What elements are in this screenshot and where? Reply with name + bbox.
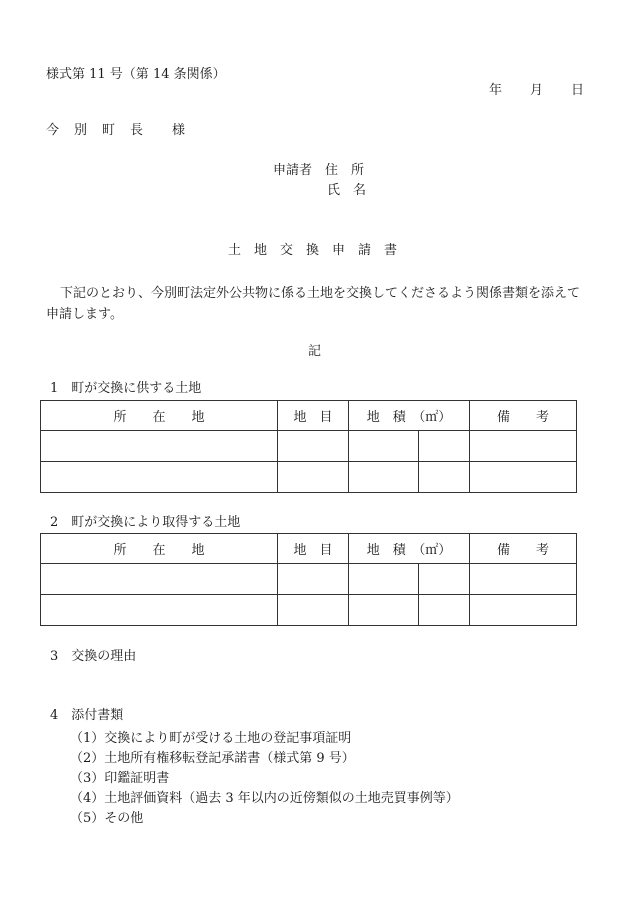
attachment-list xyxy=(70,729,459,829)
header-location: 所 在 地 xyxy=(41,401,278,431)
section-3-heading: 3 交換の理由 xyxy=(50,649,137,664)
table-row xyxy=(41,462,577,493)
list-item: （2）土地所有権移転登記承諾書（様式第 9 号） xyxy=(70,751,355,766)
cell-area-int xyxy=(349,462,419,493)
cell-area-dec xyxy=(419,595,470,626)
table-row xyxy=(41,595,577,626)
table-header-row xyxy=(41,401,577,431)
header-area: 地 積 （㎡） xyxy=(349,401,470,431)
land-table-acquired xyxy=(40,533,577,626)
ki-heading: 記 xyxy=(308,344,322,359)
cell-remarks xyxy=(470,431,577,462)
land-table-provided xyxy=(40,400,577,493)
cell-category xyxy=(278,564,349,595)
date-line xyxy=(489,84,584,97)
table-header-row xyxy=(41,534,577,564)
list-item: （1）交換により町が受ける土地の登記事項証明 xyxy=(70,731,352,746)
cell-location xyxy=(41,431,278,462)
cell-remarks xyxy=(470,462,577,493)
cell-area-int xyxy=(349,564,419,595)
cell-remarks xyxy=(470,564,577,595)
header-category: 地 目 xyxy=(278,401,349,431)
cell-remarks xyxy=(470,595,577,626)
header-category: 地 目 xyxy=(278,534,349,564)
cell-area-dec xyxy=(419,462,470,493)
header-remarks: 備 考 xyxy=(470,534,577,564)
cell-area-dec xyxy=(419,431,470,462)
date-month: 月 xyxy=(530,83,544,98)
cell-category xyxy=(278,595,349,626)
cell-category xyxy=(278,462,349,493)
cell-location xyxy=(41,462,278,493)
list-item: （4）土地評価資料（過去 3 年以内の近傍類似の土地売買事例等） xyxy=(70,791,459,806)
date-day: 日 xyxy=(571,83,585,98)
cell-category xyxy=(278,431,349,462)
list-item: （3）印鑑証明書 xyxy=(70,771,170,786)
cell-area-int xyxy=(349,595,419,626)
cell-area-int xyxy=(349,431,419,462)
section-2-heading: 2 町が交換により取得する土地 xyxy=(50,515,241,530)
header-location: 所 在 地 xyxy=(41,534,278,564)
applicant-name-label: 氏 名 xyxy=(327,183,367,198)
header-remarks: 備 考 xyxy=(470,401,577,431)
list-item: （5）その他 xyxy=(70,811,144,826)
document-title: 土 地 交 換 申 請 書 xyxy=(228,243,398,258)
date-year: 年 xyxy=(489,83,503,98)
cell-location xyxy=(41,564,278,595)
form-number: 様式第 11 号（第 14 条関係） xyxy=(46,67,226,82)
cell-location xyxy=(41,595,278,626)
body-text: 下記のとおり、今別町法定外公共物に係る土地を交換してくださるよう関係書類を添えて申請します。 xyxy=(46,286,581,322)
cell-area-dec xyxy=(419,564,470,595)
section-4-heading: 4 添付書類 xyxy=(50,708,124,723)
section-1-heading: 1 町が交換に供する土地 xyxy=(50,381,202,396)
header-area: 地 積 （㎡） xyxy=(349,534,470,564)
table-row xyxy=(41,564,577,595)
table-row xyxy=(41,431,577,462)
addressee: 今 別 町 長 様 xyxy=(46,123,187,138)
applicant-address-label: 申請者 住 所 xyxy=(273,163,365,178)
